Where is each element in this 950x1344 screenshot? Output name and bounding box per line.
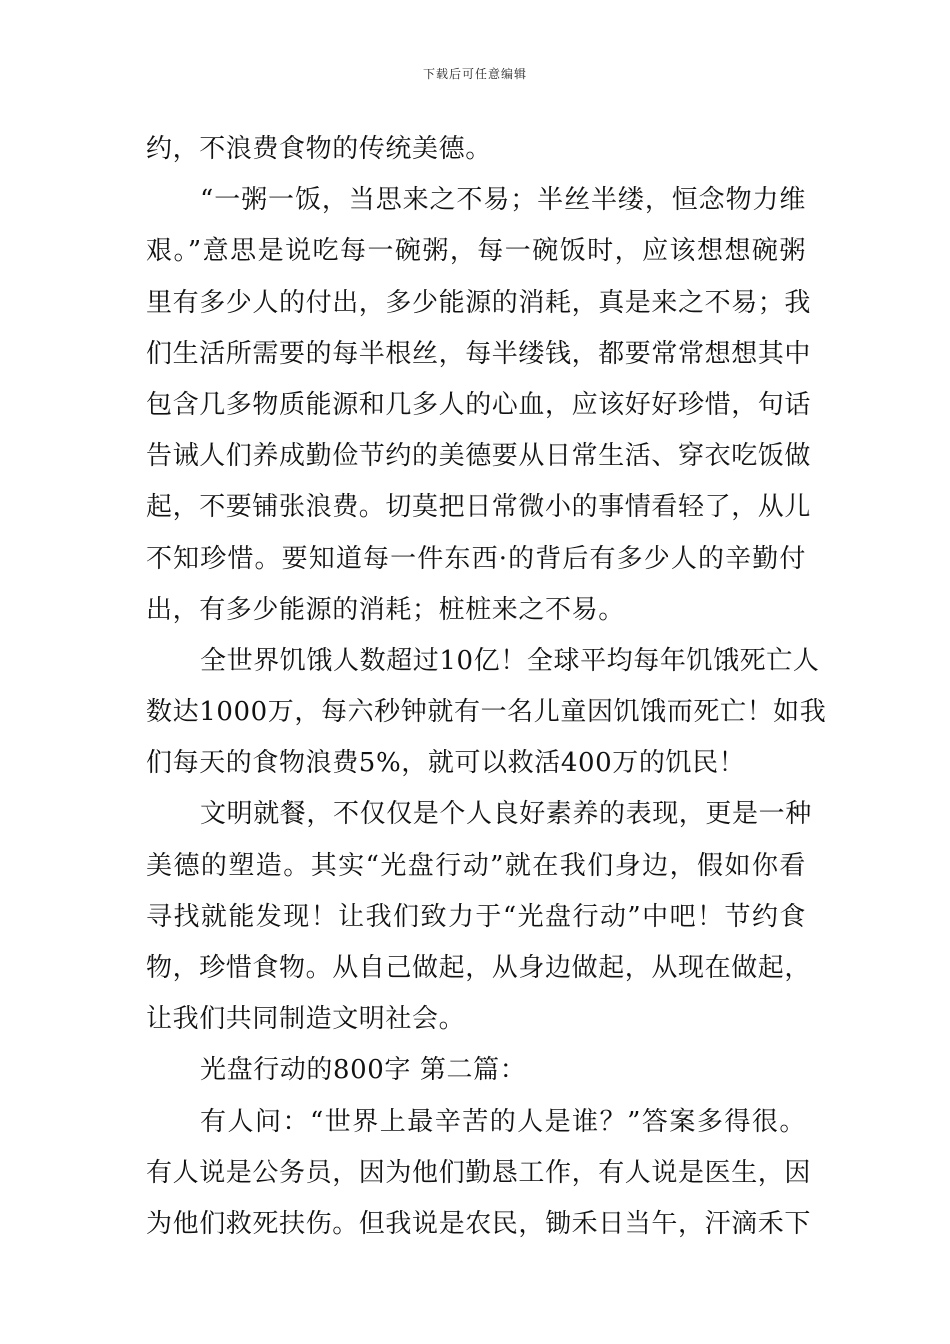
text-line: 出，有多少能源的消耗；桩桩来之不易。	[146, 594, 625, 625]
text-line: 有人说是公务员，因为他们勤恳工作，有人说是医生，因	[146, 1157, 812, 1188]
text-line: 全世界饥饿人数超过10亿！全球平均每年饥饿死亡人	[200, 645, 820, 676]
text-line: 有人问：“世界上最辛苦的人是谁？”答案多得很。	[200, 1106, 806, 1137]
text-line: 里有多少人的付出，多少能源的消耗，真是来之不易；我	[146, 287, 812, 318]
text-line: 让我们共同制造文明社会。	[146, 1004, 466, 1035]
text-line: 告诫人们养成勤俭节约的美德要从日常生活、穿衣吃饭做	[146, 441, 812, 472]
text-line: 物，珍惜食物。从自己做起，从身边做起，从现在做起，	[146, 953, 812, 983]
text-line: 寻找就能发现！让我们致力于“光盘行动”中吧！节约食	[146, 901, 806, 932]
text-line: 起，不要铺张浪费。切莫把日常微小的事情看轻了，从儿	[146, 492, 812, 523]
text-line: 数达1000万，每六秒钟就有一名儿童因饥饿而死亡！如我	[146, 697, 827, 728]
page-header: 下载后可任意编辑	[422, 67, 527, 81]
text-line: 们每天的食物浪费5%，就可以救活400万的饥民！	[146, 748, 746, 779]
text-line: “一粥一饭，当思来之不易；半丝半缕，恒念物力维	[200, 185, 806, 216]
text-line: 们生活所需要的每半根丝，每半缕钱，都要常常想想其中	[146, 338, 812, 369]
text-line: 包含几多物质能源和几多人的心血，应该好好珍惜，句话	[146, 389, 812, 420]
text-line: 美德的塑造。其实“光盘行动”就在我们身边，假如你看	[146, 850, 806, 881]
text-line: 约，不浪费食物的传统美德。	[146, 134, 492, 164]
text-line: 为他们救死扶伤。但我说是农民，锄禾日当午，汗滴禾下	[146, 1208, 812, 1239]
section-title: 光盘行动的800字 第二篇：	[200, 1055, 527, 1086]
text-line: 文明就餐，不仅仅是个人良好素养的表现，更是一种	[200, 799, 812, 830]
text-line: 艰。”意思是说吃每一碗粥，每一碗饭时，应该想想碗粥	[146, 236, 806, 267]
text-line: 不知珍惜。要知道每一件东西·的背后有多少人的辛勤付	[146, 543, 806, 574]
body-text	[146, 124, 827, 1250]
